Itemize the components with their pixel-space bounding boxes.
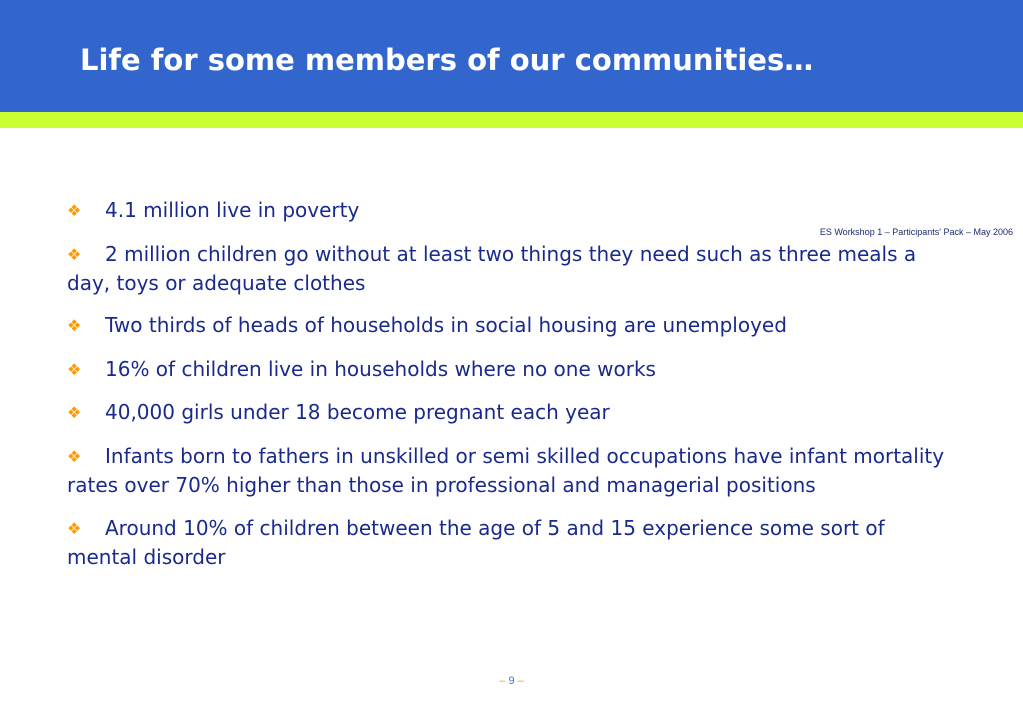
header-note: ES Workshop 1 – Participants' Pack – May 2006 xyxy=(819,227,1013,237)
diamond-bullet-icon: ❖ xyxy=(67,316,82,336)
page-number-footer xyxy=(0,673,1023,689)
bullet-text: Two thirds of heads of households in social housing are unemployed xyxy=(105,313,787,338)
footer-dash-right: – xyxy=(517,675,524,687)
bullet-text: Around 10% of children between the age of 5 and 15 experience some sort of mental disorder xyxy=(67,515,885,569)
diamond-bullet-icon: ❖ xyxy=(67,244,82,264)
slide-title: Life for some members of our communities… xyxy=(80,43,814,77)
diamond-bullet-icon: ❖ xyxy=(67,359,82,379)
bullet-item xyxy=(67,196,947,225)
bullet-text: 16% of children live in households where no one works xyxy=(105,356,656,381)
bullet-item xyxy=(67,355,947,384)
bullet-item xyxy=(67,442,947,499)
bullet-item xyxy=(67,311,947,340)
diamond-bullet-icon: ❖ xyxy=(67,201,82,220)
bullet-item xyxy=(67,398,947,427)
bullet-list xyxy=(67,196,947,585)
bullet-text: 2 million children go without at least two things they need such as three meals a day, toys or adequate clothes xyxy=(67,241,917,295)
diamond-bullet-icon: ❖ xyxy=(67,403,82,423)
diamond-bullet-icon: ❖ xyxy=(67,446,82,466)
page-number: 9 xyxy=(508,675,515,687)
diamond-bullet-icon: ❖ xyxy=(67,518,82,538)
title-bar xyxy=(0,0,1023,112)
bullet-item xyxy=(67,240,947,297)
bullet-text: 40,000 girls under 18 become pregnant each year xyxy=(105,400,610,425)
bullet-text: 4.1 million live in poverty xyxy=(105,198,360,222)
bullet-item xyxy=(67,514,947,571)
footer-dash-left: – xyxy=(499,675,506,687)
bullet-text: Infants born to fathers in unskilled or semi skilled occupations have infant mortality rates over 70% higher than those in professional and managerial positions xyxy=(67,443,945,497)
